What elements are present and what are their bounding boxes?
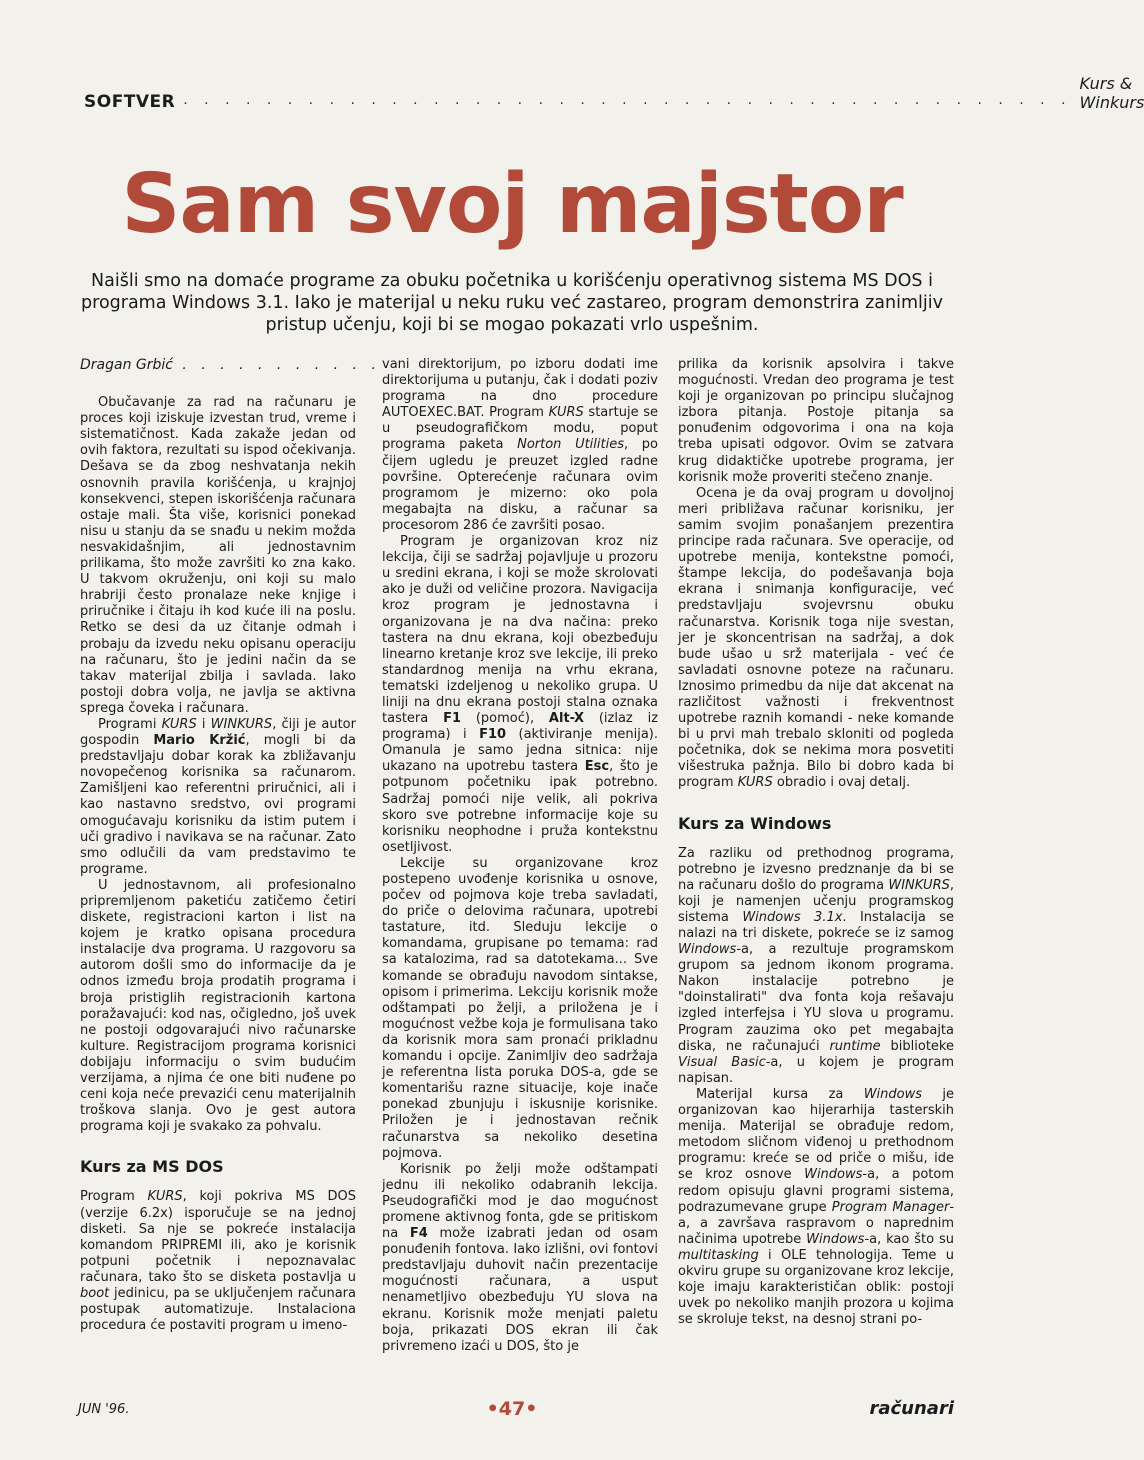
paragraph: Obučavanje za rad na računaru je proces koji iziskuje izvestan trud, vreme i sistematičnost. Kada zakaže jedan od ovih faktora, rezultati su ispod očekivanja. Dešava se da zbog neshvatanja nekih osnovnih pravila korišćenja, u krajnjoj konsekvenci, stepen iskorišćenja računara ostaje mali. Šta više, korisnici ponekad nisu u stanju da se snađu u nekim možda nesvakidašnjim, ali jednostavnim prilikama, što može završiti ko zna kako. U takvom okruženju, oni koji su malo hrabriji često pronalaze neke knjige i priručnike i čitaju ih kod kuće ili na poslu. Retko se desi da uz čitanje odmah i probaju da izvedu neku opisanu operaciju na računaru, što je jedini način da se takav materijal zbilja i savlada. Iako postoji dobra volja, ne javlja se aktivna sprega čoveka i računara. <box>80 395 356 716</box>
subheading-windows: Kurs za Windows <box>678 813 832 833</box>
text-column-3 <box>678 357 954 1328</box>
paragraph: U jednostavnom, ali profesionalno pripremljenom paketiću zatičemo četiri diskete, registracioni karton i list na kojem je kratko opisana procedura instalacije dva programa. U razgovoru sa autorom došli smo do informacije da je odnos između broja prodatih programa i broja pristiglih registracionih kartona poražavajući: kod nas, očigledno, još uvek ne postoji odgovarajući nivo računarske kulture. Registracijom programa korisnici dobijaju informaciju o svim budućim verzijama, a njima će one biti nuđene po ceni koja neće prevazići cenu materijalnih troškova slanja. Ovo je gest autora programa koji je svakako za pohvalu. <box>80 877 356 1135</box>
article-title: Sam svoj majstor <box>121 157 903 252</box>
article-lead: Naišli smo na domaće programe za obuku početnika u korišćenju operativnog sistema MS DOS i programa Windows 3.1. Iako je materijal u neku ruku već zastareo, program demonstrira zanimljiv pristup učenju, koji bi se mogao pokazati vrlo uspešnim. <box>81 271 943 335</box>
paragraph: vani direktorijum, po izboru dodati ime direktorijuma u putanju, čak i dodati poziv programa na dno procedure AUTOEXEC.BAT. Program KURS startuje se u pseudografičkom modu, poput programa paketa Norton Utilities, po čijem ugledu je preuzet izgled radne površine. Opterećenje računara ovim programom je mizerno: oko pola megabajta na disku, a računar sa procesorom 286 će završiti posao. <box>382 357 658 533</box>
subheading-ms-dos: Kurs za MS DOS <box>80 1157 224 1177</box>
magazine-logo: računari <box>869 1398 954 1419</box>
paragraph: prilika da korisnik apsolvira i takve mogućnosti. Vredan deo programa je test koji je organizovan po principu slučajnog izbora pitanja. Postoje pitanja sa ponuđenim odgovorima i ona na koja treba upisati odgovor. Ovim se zatvara krug didaktičke upotrebe programa, jer korisnik može proveriti stečeno znanje. <box>678 357 954 485</box>
issue-date: JUN '96. <box>78 1402 130 1417</box>
running-header <box>84 74 1144 112</box>
paragraph: Materijal kursa za Windows je organizovan kao hijerarhija tasterskih menija. Materijal se obrađuje redom, metodom sličnom viđenoj u prethodnom programu: kreće se od priče o mišu, ide se kroz osnove Windows-a, a potom redom opisuju glavni programi sistema, podrazumevane grupe Program Manager-a, a završava raspravom o naprednim načinima upotrebe Windows-a, kao što su multitasking i OLE tehnologija. Teme u okviru grupe su organizovane kroz lekcije, koje imaju karakterističan oblik: postoji uvek po nekoliko manjih prozora u kojima se skroluje tekst, na desnoj strani po- <box>678 1086 955 1328</box>
author-dot-leader: . . . . . . . . . . . <box>172 357 381 373</box>
header-dot-leader: . . . . . . . . . . . . . . . . . . . . . . . . . . . . . . . . . . . . . . . . . . . <box>183 92 1072 108</box>
text-column-1 <box>80 357 381 1334</box>
header-topic: Kurs & Winkurs <box>1079 74 1144 112</box>
paragraph: Ocena je da ovaj program u dovoljnoj meri približava računar korisniku, jer samim svojim ponašanjem prezentira principe rada računara. Sve operacije, od upotrebe menija, kontekstne pomoći, štampe lekcija, do podešavanja boja ekrana i snimanja konfiguracije, već predstavljaju svojevrsnu obuku računarstva. Korisnik toga nije svestan, jer je skoncentrisan na sadržaj, a dok bude ušao u srž materijala - već će savladati osnovne poteze na računaru. Iznosimo primedbu da nije dat akcenat na različitost važnosti i frekventnost upotrebe raznih komandi - neke komande bi u prvi mah trebalo skloniti od pogleda početnika, dok se nekima mora posvetiti višestruka pažnja. Bilo bi dobro kada bi program KURS obradio i ovaj detalj. <box>678 485 954 791</box>
paragraph: Lekcije su organizovane kroz postepeno uvođenje korisnika u osnove, počev od pojmova koje treba savladati, do priče o delovima računara, upotrebi tastature, itd. Sleduju lekcije o komandama, grupisane po temama: rad sa katalozima, rad sa datotekama... Sve komande se obrađuju navodom sintakse, opisom i primerima. Lekciju korisnik može odštampati po želji, a priložena je i mogućnost vežbe koja je formulisana tako da korisnik mora sam pronaći prikladnu komandu i opcije. Zanimljiv deo sadržaja je referentna lista poruka DOS-a, gde se komentarišu razne situacije, koje inače ponekad zbunjuju i iskusnije korisnike. Priložen je i jednostavan rečnik računarstva sa nekoliko desetina pojmova. <box>382 855 658 1161</box>
paragraph: Za razliku od prethodnog programa, potrebno je izvesno predznanje da bi se na računaru došlo do programa WINKURS, koji je namenjen učenju programskog sistema Windows 3.1x. Instalacija se nalazi na tri diskete, pokreće se iz samog Windows-a, a rezultuje programskom grupom sa jednom ikonom programa. Nakon instalacije potrebno je "doinstalirati" dva fonta koja rešavaju izgled interfejsa i YU slova u programu. Program zauzima oko pet megabajta diska, ne računajući runtime biblioteke Visual Basic-a, u kojem je program napisan. <box>678 845 954 1086</box>
page-number: •47• <box>486 1398 538 1420</box>
paragraph: Program KURS, koji pokriva MS DOS (verzije 6.2x) isporučuje se na jednoj disketi. Sa nje se pokreće instalacija komandom PRIPREMI ili, ako je korisnik potpuni početnik i nepoznavalac računara, tako što se disketa postavlja u boot jedinicu, pa se uključenjem računara postupak automatizuje. Instalaciona procedura će postaviti program u imeno- <box>80 1189 357 1334</box>
text-column-2 <box>382 357 658 1355</box>
paragraph: Programi KURS i WINKURS, čiji je autor gospodin Mario Kržić, mogli bi da predstavljaju dobar korak ka zbližavanju novopečenog korisnika sa računarom. Zamišljeni kao referentni priručnici, ali i kao nastavno sredstvo, ovi programi omogućavaju korisniku da istim putem i uči gradivo i navikava se na računar. Zato smo odlučili da vam predstavimo te programe. <box>80 716 356 877</box>
section-label: SOFTVER <box>84 92 176 112</box>
paragraph: Program je organizovan kroz niz lekcija, čiji se sadržaj pojavljuje u prozoru u sredini ekrana, i koji se može skrolovati ako je duži od veličine prozora. Navigacija kroz program je jednostavna i organizovana je na dva načina: preko tastera na dnu ekrana, koji obezbeđuju linearno kretanje kroz sve lekcije, ili preko standardnog menija na vrhu ekrana, tematski izdeljenog u nekoliko grupa. U liniji na dnu ekrana postoji stalna oznaka tastera F1 (pomoć), Alt-X (izlaz iz programa) i F10 (aktiviranje menija). Omanula je samo jedna sitnica: nije ukazano na upotrebu tastera Esc, što je potpunom početniku ipak potrebno. Sadržaj pomoći nije velik, ali pokriva skoro sve potrebne informacije koje su korisniku neophodne i pruža kontekstnu osetljivost. <box>382 534 659 855</box>
paragraph: Korisnik po želji može odštampati jednu ili nekoliko odabranih lekcija. Pseudografički mod je dao mogućnost promene aktivnog fonta, gde se pritiskom na F4 može izabrati jedan od osam ponuđenih fontova. Iako izlišni, ovi fontovi predstavljaju duhovit način prezentacije mogućnosti računara, a usput nenametljivo obezbeđuju YU slova na ekranu. Korisnik može menjati paletu boja, prikazati DOS ekran ili čak privremeno izaći u DOS, što je <box>382 1161 658 1354</box>
author-name: Dragan Grbić <box>80 357 173 373</box>
author-byline <box>80 357 381 373</box>
